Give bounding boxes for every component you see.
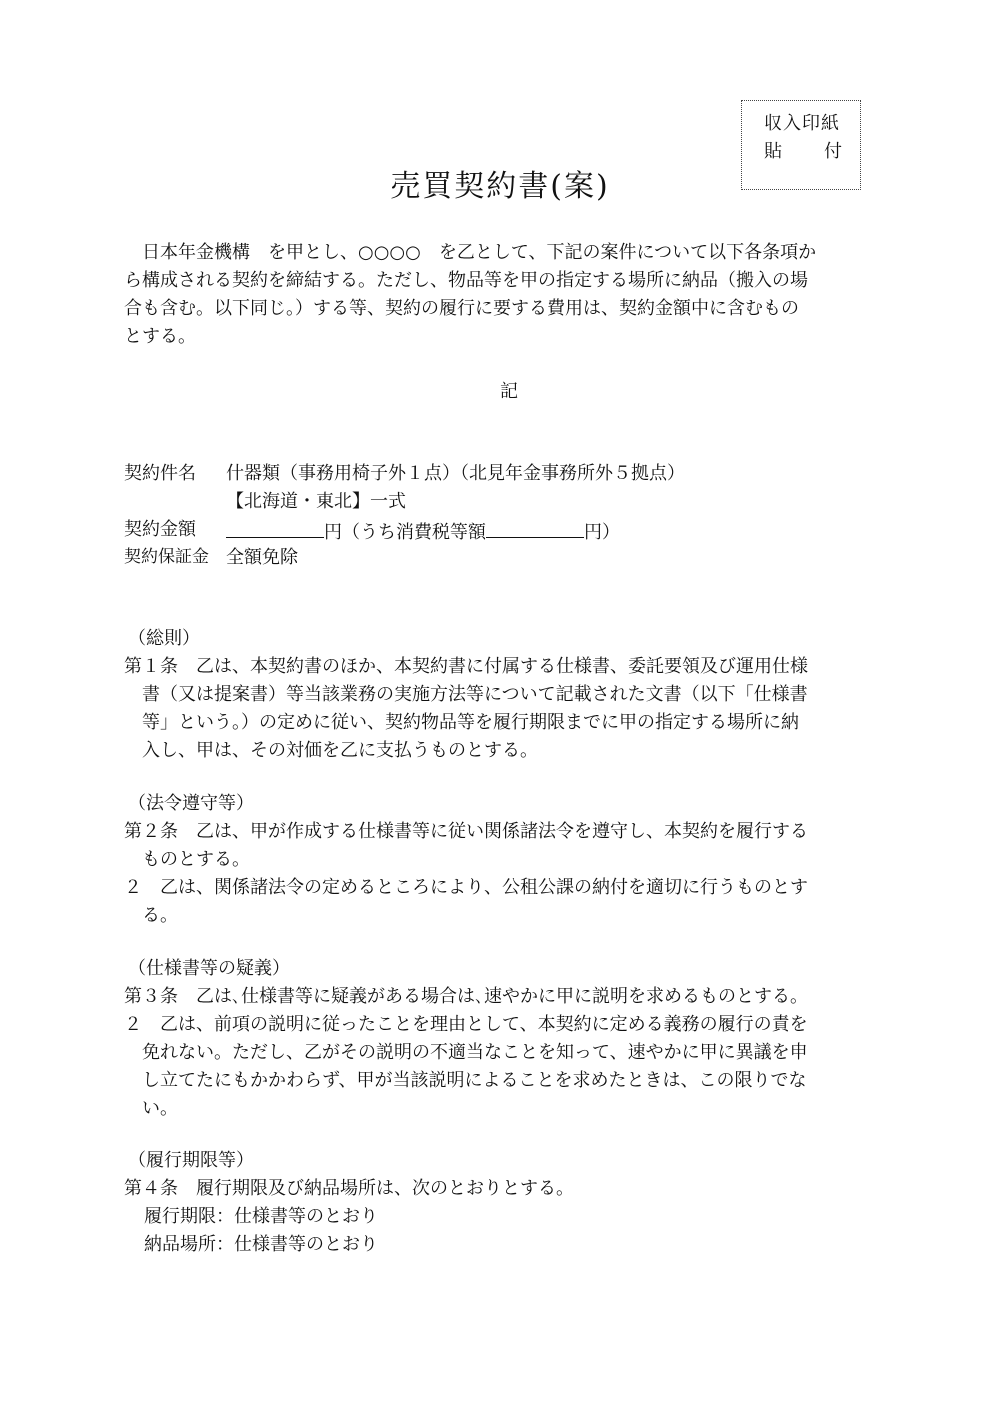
intro-line-1: 日本年金機構 を甲とし、○○○○ を乙として、下記の案件について以下各条項か (124, 242, 817, 263)
intro-line-4: とする。 (124, 326, 196, 347)
article-4-line-1: 第４条 履行期限及び納品場所は、次のとおりとする。 (124, 1178, 574, 1199)
article-3-para-2-line-2: 免れない。ただし、乙がその説明の不適当なことを知って、速やかに甲に異議を申 (142, 1042, 808, 1063)
contract-name-value-2: 【北海道・東北】一式 (226, 491, 406, 512)
article-4-heading: （履行期限等） (128, 1150, 254, 1171)
article-2-para-2-line-1: ２ 乙は、関係諸法令の定めるところにより、公租公課の納付を適切に行うものとす (124, 877, 808, 898)
contract-name-value: 什器類（事務用椅子外１点）（北見年金事務所外５拠点） (226, 463, 685, 484)
article-1-heading: （総則） (128, 628, 200, 649)
amount-yen-text: 円（うち消費税等額 (324, 522, 486, 543)
article-3-para-2-line-3: し立てたにもかかわらず、甲が当該説明によることを求めたときは、この限りでな (142, 1070, 807, 1091)
article-1-line-1: 第１条 乙は、本契約書のほか、本契約書に付属する仕様書、委託要領及び運用仕様 (124, 656, 808, 677)
article-3-heading: （仕様書等の疑義） (128, 958, 290, 979)
intro-line-2: ら構成される契約を締結する。ただし、物品等を甲の指定する場所に納品（搬入の場 (124, 270, 808, 291)
deposit-label: 契約保証金 (124, 547, 209, 567)
article-2-para-2-line-2: る。 (142, 905, 178, 926)
contract-amount-value (226, 521, 620, 542)
delivery-location: 納品場所：仕様書等のとおり (144, 1234, 378, 1255)
article-1-line-4: 入し、甲は、その対価を乙に支払うものとする。 (142, 740, 538, 761)
amount-end-text: 円） (584, 522, 620, 543)
article-3-para-2-line-4: い。 (142, 1098, 178, 1119)
intro-line-3: 合も含む。以下同じ。）する等、契約の履行に要する費用は、契約金額中に含むもの (124, 298, 799, 319)
contract-amount-label: 契約金額 (124, 519, 196, 540)
stamp-affix-char-2: 付 (824, 141, 842, 162)
ki-marker: 記 (500, 381, 518, 402)
stamp-affix-label (764, 143, 842, 161)
article-3-para-2-line-1: ２ 乙は、前項の説明に従ったことを理由として、本契約に定める義務の履行の責を (124, 1014, 808, 1035)
contract-name-label: 契約件名 (124, 463, 196, 484)
article-1-line-2: 書（又は提案書）等当該業務の実施方法等について記載された文書（以下「仕様書 (142, 684, 808, 705)
stamp-label: 収入印紙 (764, 113, 840, 134)
amount-blank-field (226, 521, 324, 538)
article-2-heading: （法令遵守等） (128, 793, 254, 814)
delivery-deadline: 履行期限：仕様書等のとおり (144, 1206, 378, 1227)
document-title: 売買契約書(案) (390, 169, 610, 204)
article-3-line-1: 第３条 乙は､仕様書等に疑義がある場合は､速やかに甲に説明を求めるものとする。 (124, 986, 808, 1007)
article-2-line-2: ものとする。 (142, 849, 250, 870)
article-1-line-3: 等」という。）の定めに従い、契約物品等を履行期限までに甲の指定する場所に納 (142, 712, 799, 733)
deposit-value: 全額免除 (226, 547, 298, 568)
article-2-line-1: 第２条 乙は、甲が作成する仕様書等に従い関係諸法令を遵守し、本契約を履行する (124, 821, 808, 842)
stamp-affix-char-1: 貼 (764, 141, 782, 162)
tax-blank-field (486, 521, 584, 538)
